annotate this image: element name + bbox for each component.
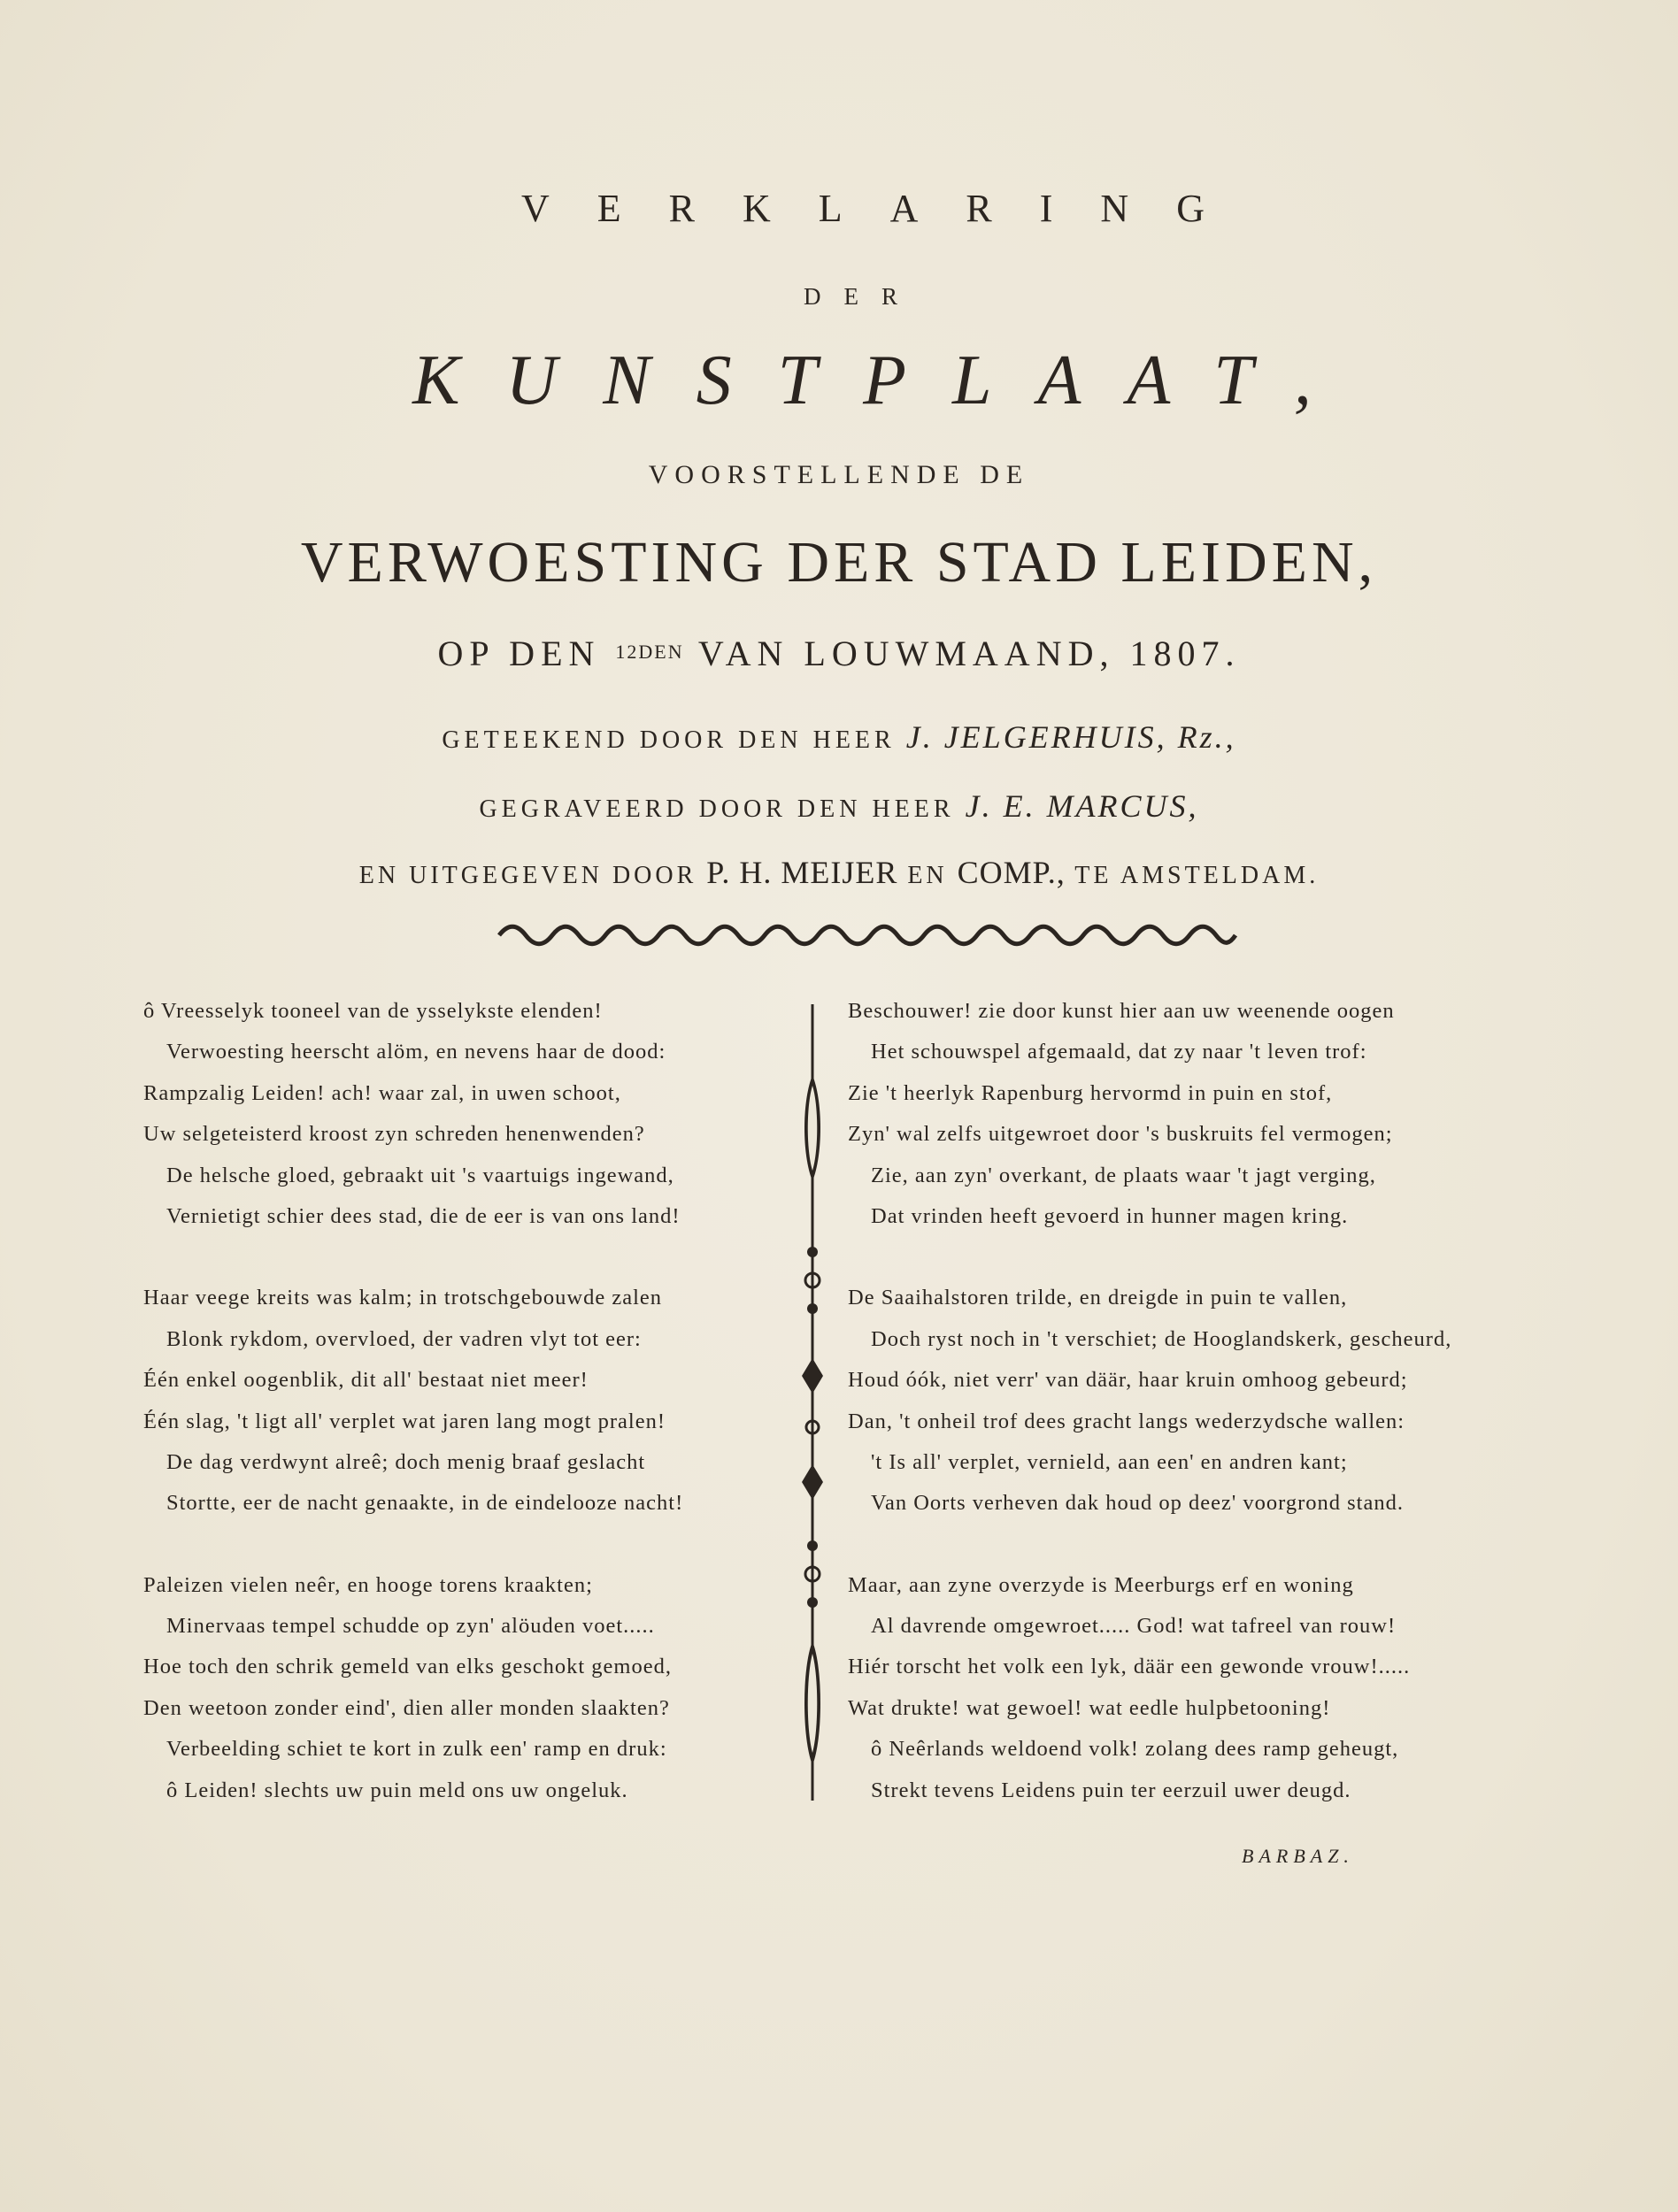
verse-line: Zie, aan zyn' overkant, de plaats waar 't jagt verging, (871, 1163, 1376, 1187)
title-der: DER (804, 283, 920, 310)
date-tail: VAN LOUWMAAND, 1807. (683, 634, 1241, 673)
verse-line: De helsche gloed, gebraakt uit 's vaartuigs ingewand, (166, 1163, 674, 1187)
credit-engraved-lead: GEGRAVEERD DOOR DEN HEER (479, 795, 966, 823)
verse-line: Haar veege kreits was kalm; in trotschgebouwde zalen (143, 1286, 663, 1310)
verse-line: Dan, 't onheil trof dees gracht langs wederzydsche wallen: (848, 1409, 1405, 1433)
stanza (848, 991, 1451, 1237)
verse-line: Zyn' wal zelfs uitgewroet door 's buskruits fel vermogen; (848, 1122, 1393, 1147)
date-lead: OP DEN (437, 634, 616, 673)
verse-line: Hiér torscht het volk een lyk, däär een gewonde vrouw!..... (848, 1655, 1411, 1679)
credit-published-name: P. H. MEIJER (706, 855, 898, 890)
stanza (143, 1278, 683, 1524)
credit-published-lead: EN UITGEGEVEN DOOR (358, 862, 707, 889)
verse-line: Paleizen vielen neêr, en hooge torens kraakten; (143, 1572, 593, 1597)
stanza (848, 1565, 1451, 1811)
title-voorstellende: VOORSTELLENDE DE (648, 460, 1030, 489)
verse-line: Het schouwspel afgemaald, dat zy naar 't leven trof: (871, 1040, 1367, 1064)
credit-drawn-name: J. JELGERHUIS, Rz., (905, 719, 1236, 755)
credit-drawn-lead: GETEEKEND DOOR DEN HEER (442, 726, 906, 754)
stanza (848, 1278, 1451, 1524)
title-main: VERWOESTING DER STAD LEIDEN, (300, 530, 1378, 595)
credit-published (0, 854, 1678, 891)
verse-line: Verbeelding schiet te kort in zulk een' ramp en druk: (166, 1737, 667, 1762)
verse-left-column (143, 991, 683, 1852)
verse-line: Één slag, 't ligt all' verplet wat jaren lang mogt pralen! (143, 1409, 666, 1433)
verse-line: De dag verdwynt alreê; doch menig braaf geslacht (166, 1449, 646, 1474)
verse-line: Strekt tevens Leidens puin ter eerzuil uwer deugd. (871, 1778, 1351, 1802)
verse-line: Blonk rykdom, overvloed, der vadren vlyt tot eer: (166, 1326, 642, 1351)
verse-line: ô Leiden! slechts uw puin meld ons uw ongeluk. (166, 1778, 628, 1802)
verse-line: Wat drukte! wat gewoel! wat eedle hulpbetooning! (848, 1695, 1331, 1720)
credit-engraved (0, 787, 1678, 825)
verse-line: Stortte, eer de nacht genaakte, in de eindelooze nacht! (166, 1491, 684, 1516)
title-date (0, 633, 1678, 674)
stanza (143, 1565, 683, 1811)
verse-line: 't Is all' verplet, vernield, aan een' en andren kant; (871, 1449, 1348, 1474)
verse-right-column (848, 991, 1451, 1852)
credit-published-comp: COMP., (957, 855, 1066, 890)
verse-line: Vernietigt schier dees stad, die de eer is van ons land! (166, 1203, 681, 1228)
verse-line: Maar, aan zyne overzyde is Meerburgs erf en woning (848, 1572, 1354, 1597)
verse-line: Zie 't heerlyk Rapenburg hervormd in puin en stof, (848, 1080, 1333, 1105)
stanza (143, 991, 683, 1237)
credit-published-tail: TE AMSTELDAM. (1065, 862, 1320, 889)
verse-line: Verwoesting heerscht alöm, en nevens haar de dood: (166, 1040, 666, 1064)
verse-line: Hoe toch den schrik gemeld van elks geschokt gemoed, (143, 1655, 672, 1679)
title-verklaring: VERKLARING (521, 187, 1252, 230)
verse-line: Van Oorts verheven dak houd op deez' voorgrond stand. (871, 1491, 1404, 1516)
credit-published-mid: EN (897, 862, 958, 889)
verse-line: ô Vreesselyk tooneel van de ysselykste elenden! (143, 999, 603, 1023)
title-kunstplaat: KUNSTPLAAT, (412, 342, 1358, 419)
verse-line: ô Neêrlands weldoend volk! zolang dees ramp geheugt, (871, 1737, 1399, 1762)
verse-line: Doch ryst noch in 't verschiet; de Hooglandskerk, gescheurd, (871, 1326, 1452, 1351)
verse-line: Uw selgeteisterd kroost zyn schreden henenwenden? (143, 1122, 645, 1147)
credit-engraved-name: J. E. MARCUS, (965, 788, 1199, 824)
author-signature: BARBAZ. (1242, 1845, 1354, 1867)
verse-line: Al davrende omgewroet..... God! wat tafreel van rouw! (871, 1614, 1397, 1639)
verse-line: Minervaas tempel schudde op zyn' alöuden voet..... (166, 1614, 655, 1639)
column-divider-ornament (797, 1004, 828, 1801)
date-day: 12DEN (615, 641, 684, 663)
verse-line: Rampzalig Leiden! ach! waar zal, in uwen schoot, (143, 1080, 621, 1105)
verse-line: Houd óók, niet verr' van däär, haar kruin omhoog gebeurd; (848, 1368, 1408, 1393)
ornamental-rule (496, 920, 1239, 950)
verse-line: Den weetoon zonder eind', dien aller monden slaakten? (143, 1695, 670, 1720)
verse-line: Één enkel oogenblik, dit all' bestaat niet meer! (143, 1368, 589, 1393)
verse-line: De Saaihalstoren trilde, en dreigde in puin te vallen, (848, 1286, 1348, 1310)
verse-line: Beschouwer! zie door kunst hier aan uw weenende oogen (848, 999, 1395, 1023)
verse-line: Dat vrinden heeft gevoerd in hunner magen kring. (871, 1203, 1349, 1228)
credit-drawn (0, 718, 1678, 756)
